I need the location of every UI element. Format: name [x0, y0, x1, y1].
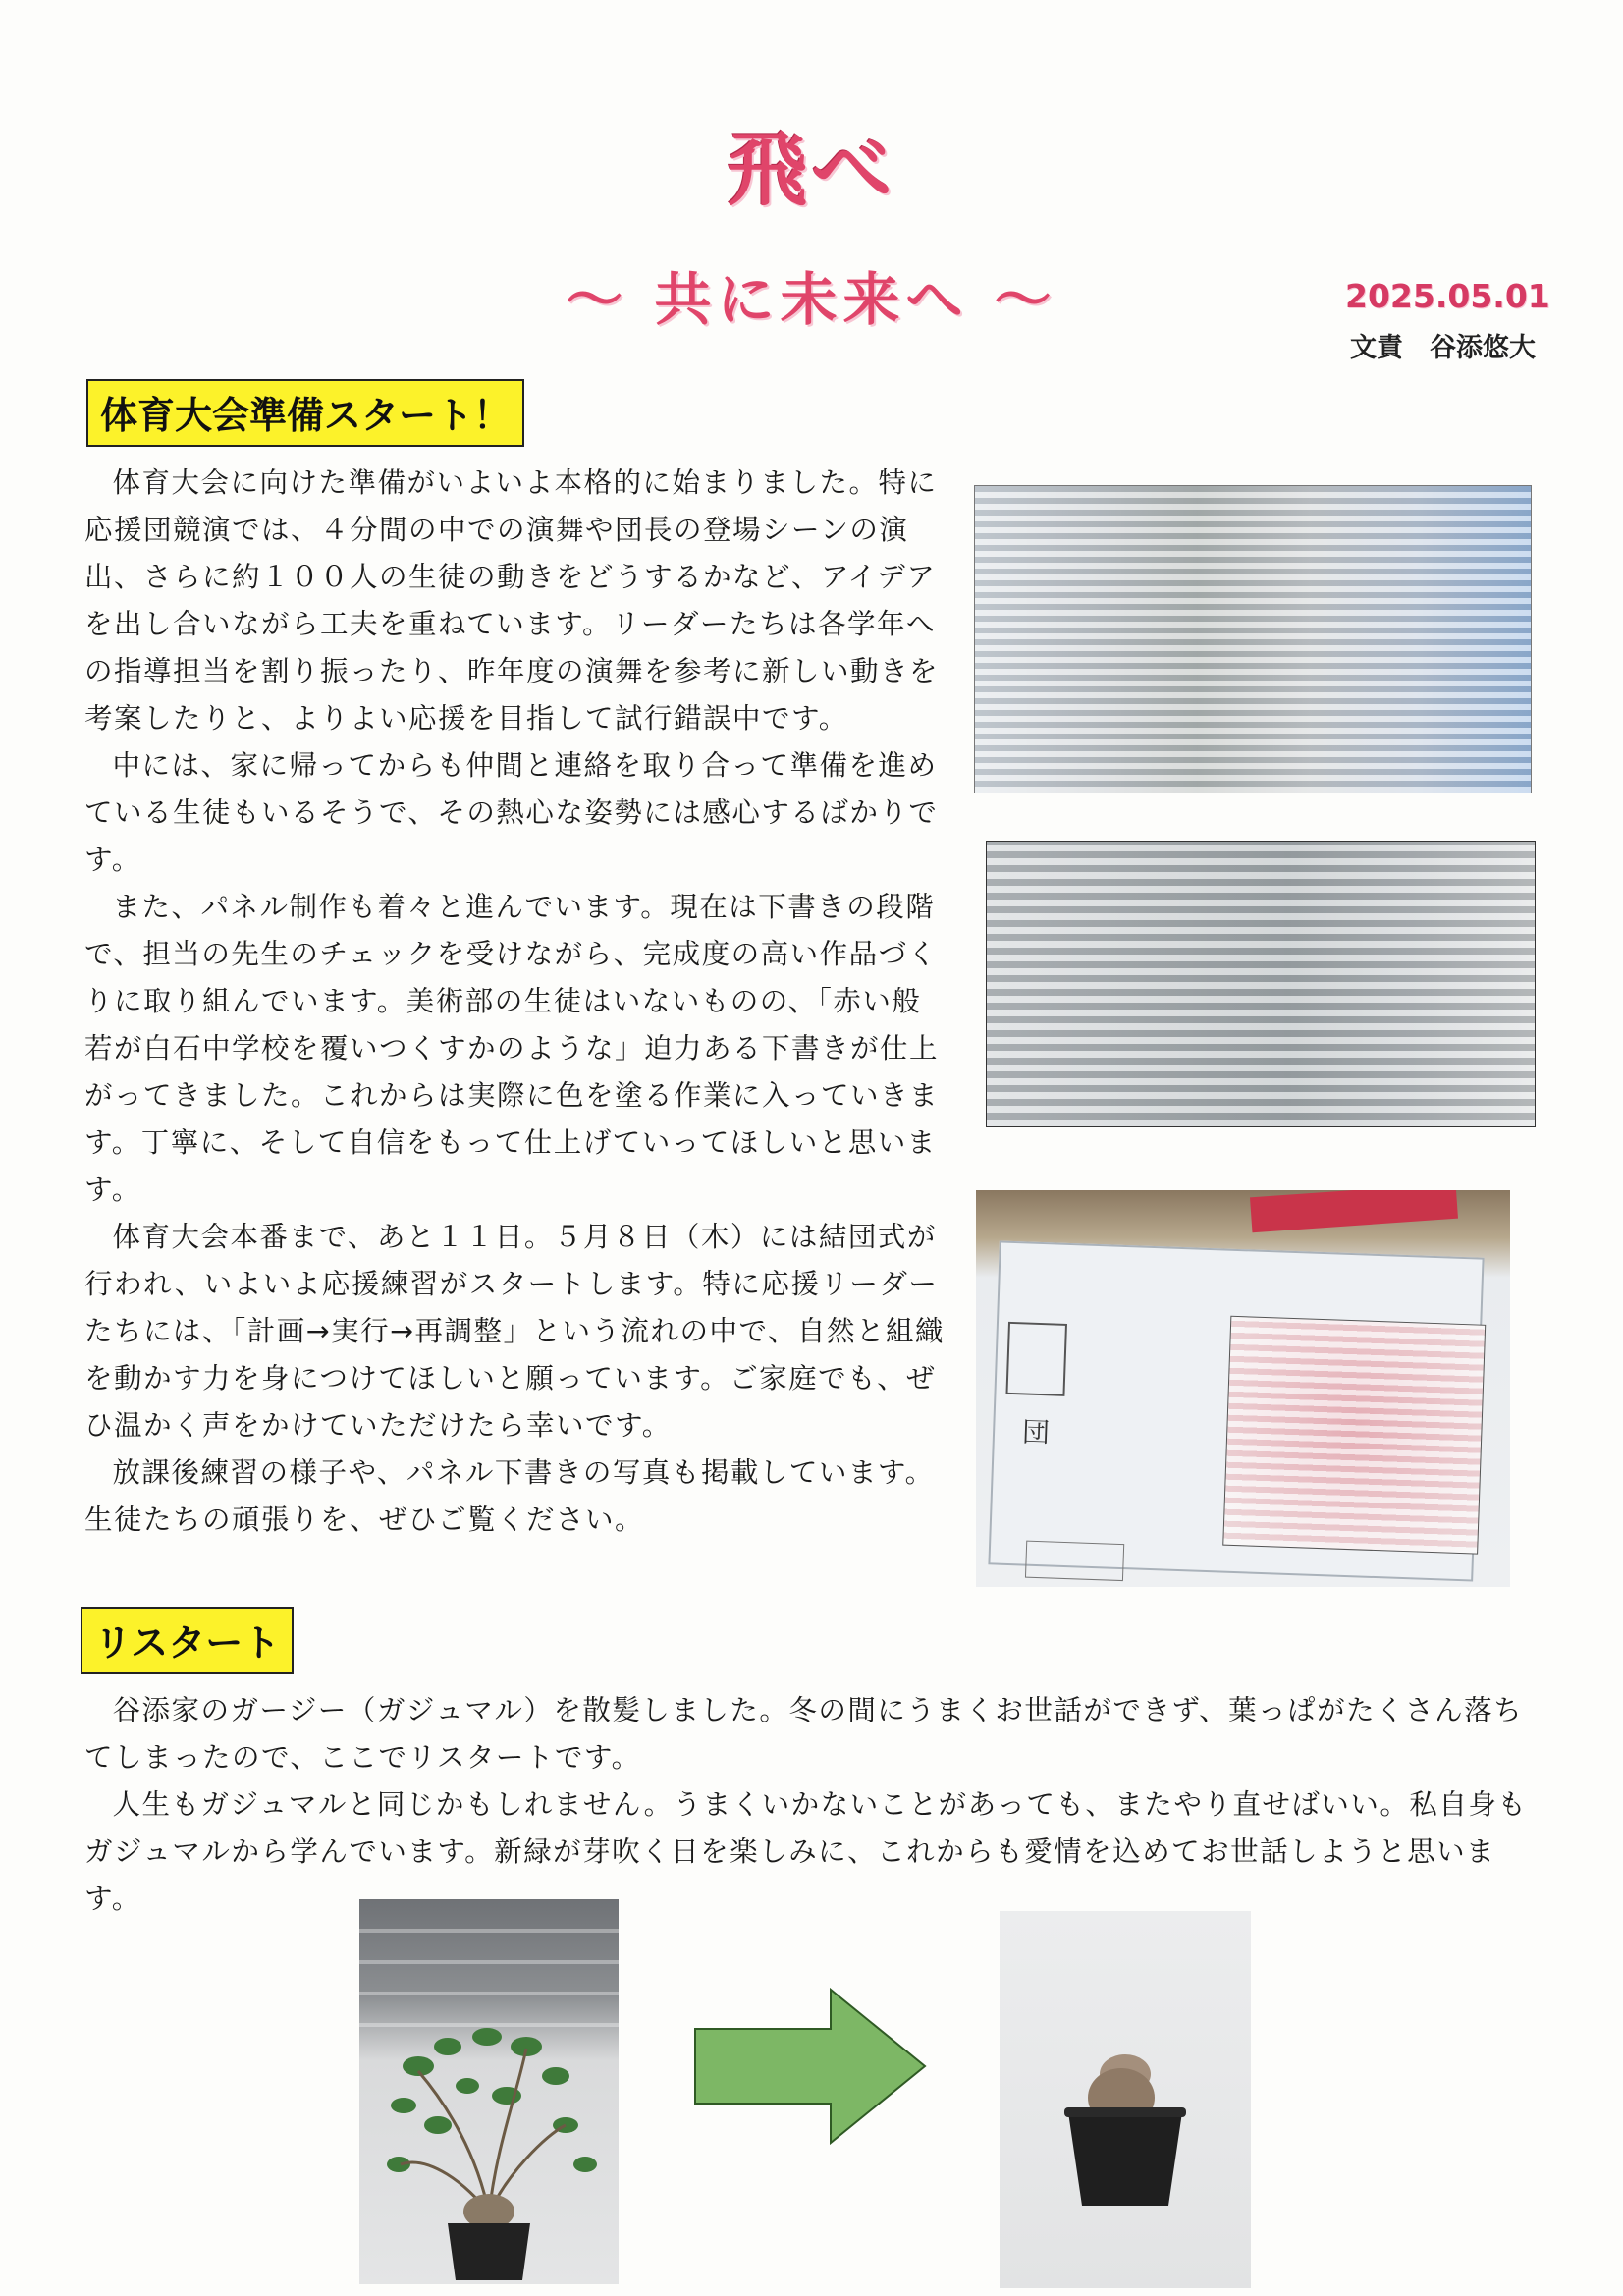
article-paragraph: 放課後練習の様子や、パネル下書きの写真も掲載しています。生徒たちの頑張りを、ぜひご覧ください。 — [84, 1456, 935, 1536]
newsletter-subtitle: ～ 共に未来へ ～ — [566, 266, 1057, 333]
practice-photo-1 — [974, 485, 1532, 793]
plant-before-photo — [359, 1899, 619, 2284]
article-paragraph: 中には、家に帰ってからも仲間と連絡を取り合って準備を進めている生徒もいるそうで、その熱心な姿勢には感心するばかりです。 — [84, 749, 939, 876]
practice-photo-2 — [986, 841, 1536, 1127]
right-arrow-icon — [693, 1988, 929, 2145]
panel-box — [1005, 1322, 1067, 1396]
section-heading-restart: リスタート — [81, 1607, 294, 1674]
panel-draft-photo — [976, 1190, 1510, 1587]
hannya-sketch — [1222, 1316, 1486, 1555]
article-paragraph: また、パネル制作も着々と進んでいます。現在は下書きの段階で、担当の先生のチェックを受けながら、完成度の高い作品づくりに取り組んでいます。美術部の生徒はいないものの、「赤い般若が白石中学校を覆いつくすかのような」迫力ある下書きが仕上がってきました。これからは実際に色を塗る作業に入っていきます。丁寧に、そして自信をもって仕上げていってほしいと思います。 — [84, 891, 940, 1206]
article-paragraph: 体育大会本番まで、あと１１日。５月８日（木）には結団式が行われ、いよいよ応援練習がスタートします。特に応援リーダーたちには、「計画→実行→再調整」という流れの中で、自然と組織を動かす力を身につけてほしいと願っています。ご家庭でも、ぜひ温かく声をかけていただけたら幸いです。 — [84, 1221, 945, 1442]
plant-foliage — [359, 1899, 619, 2284]
panel-tag — [1025, 1541, 1124, 1581]
section-heading-sports-festival: 体育大会準備スタート！ — [86, 379, 524, 447]
book-edge — [1250, 1190, 1458, 1232]
article-paragraph: 体育大会に向けた準備がいよいよ本格的に始まりました。特に応援団競演では、４分間の中での演舞や団長の登場シーンの演出、さらに約１００人の生徒の動きをどうするかなど、アイデアを出し合いながら工夫を重ねています。リーダーたちは各学年への指導担当を割り振ったり、昨年度の演舞を参考に新しい動きを考案したりと、よりよい応援を目指して試行錯誤中です。 — [84, 466, 940, 735]
restart-article — [84, 1687, 1547, 1923]
article-paragraph: 谷添家のガージー（ガジュマル）を散髪しました。冬の間にうまくお世話ができず、葉っぱがたくさん落ちてしまったので、ここでリスタートです。 — [84, 1694, 1524, 1774]
newsletter-title: 飛べ — [727, 123, 896, 217]
panel-sheet — [988, 1240, 1484, 1581]
trimmed-plant — [1000, 1911, 1251, 2288]
sports-festival-article — [84, 460, 948, 1544]
plant-after-photo — [1000, 1911, 1251, 2288]
author-credit: 文責 谷添悠大 — [1350, 333, 1536, 363]
issue-date: 2025.05.01 — [1345, 277, 1550, 315]
article-paragraph: 人生もガジュマルと同じかもしれません。うまくいかないことがあっても、またやり直せばいい。私自身もガジュマルから学んでいます。新緑が芽吹く日を楽しみに、これからも愛情を込めてお世話しようと思います。 — [84, 1788, 1528, 1915]
panel-label: 団 — [1021, 1415, 1051, 1449]
